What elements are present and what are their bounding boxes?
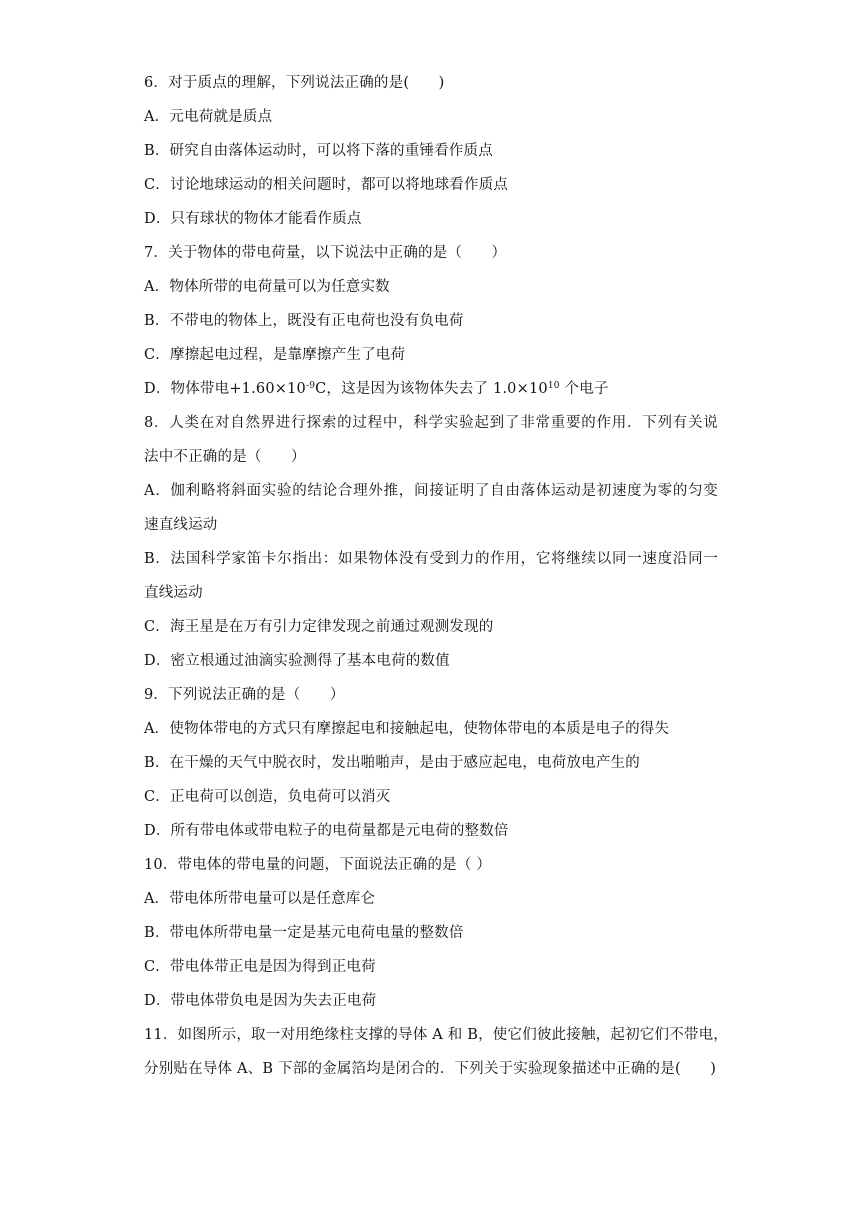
question-8-stem-line-1: 8．人类在对自然界进行探索的过程中，科学实验起到了非常重要的作用．下列有关说: [144, 415, 718, 431]
question-8-option-c: C．海王星是在万有引力定律发现之前通过观测发现的: [144, 619, 494, 635]
question-8-option-b-line-2: 直线运动: [144, 585, 203, 601]
question-11-stem-line-1: 11．如图所示，取一对用绝缘柱支撑的导体 A 和 B，使它们彼此接触，起初它们不带电，: [144, 1027, 729, 1043]
question-10-option-c: C．带电体带正电是因为得到正电荷: [144, 959, 376, 975]
question-7-stem: 7．关于物体的带电荷量，以下说法中正确的是（ ）: [144, 245, 507, 261]
question-9-option-c: C．正电荷可以创造，负电荷可以消灭: [144, 789, 391, 805]
question-6-option-d: D．只有球状的物体才能看作质点: [144, 211, 362, 227]
question-9-option-b: B．在干燥的天气中脱衣时，发出啪啪声，是由于感应起电，电荷放电产生的: [144, 755, 640, 771]
option-d-exponent-1: -9: [305, 381, 316, 391]
question-7-option-d: [144, 372, 718, 406]
question-10-stem: 10．带电体的带电量的问题，下面说法正确的是（ ）: [144, 857, 492, 873]
question-6-option-a: A．元电荷就是质点: [144, 109, 273, 125]
question-8-option-d: D．密立根通过油滴实验测得了基本电荷的数值: [144, 653, 450, 669]
question-6-option-b: B．研究自由落体运动时，可以将下落的重锤看作质点: [144, 143, 493, 159]
question-9-option-a: A．使物体带电的方式只有摩擦起电和接触起电，使物体带电的本质是电子的得失: [144, 721, 670, 737]
option-d-text-3: 个电子: [559, 381, 609, 397]
question-6-stem: 6．对于质点的理解，下列说法正确的是( ): [144, 75, 445, 91]
question-9-option-d: D．所有带电体或带电粒子的电荷量都是元电荷的整数倍: [144, 823, 509, 839]
option-d-text-1: D．物体带电+1.60×10: [144, 381, 306, 397]
question-7-option-a: A．物体所带的电荷量可以为任意实数: [144, 279, 390, 295]
question-6-option-c: C．讨论地球运动的相关问题时，都可以将地球看作质点: [144, 177, 509, 193]
question-9-stem: 9．下列说法正确的是（ ）: [144, 687, 345, 703]
question-8-option-a-line-2: 速直线运动: [144, 517, 218, 533]
question-8-stem-line-2: 法中不正确的是（ ）: [144, 449, 306, 465]
question-8-option-a-line-1: A．伽利略将斜面实验的结论合理外推，间接证明了自由落体运动是初速度为零的匀变: [144, 483, 718, 499]
question-10-option-d: D．带电体带负电是因为失去正电荷: [144, 993, 377, 1009]
question-10-option-a: A．带电体所带电量可以是任意库仑: [144, 891, 376, 907]
question-8-option-b-line-1: B．法国科学家笛卡尔指出：如果物体没有受到力的作用，它将继续以同一速度沿同一: [144, 551, 718, 567]
question-11-stem-line-2: 分别贴在导体 A、B 下部的金属箔均是闭合的．下列关于实验现象描述中正确的是( ): [144, 1061, 717, 1077]
question-7-option-b: B．不带电的物体上，既没有正电荷也没有负电荷: [144, 313, 464, 329]
question-10-option-b: B．带电体所带电量一定是基元电荷电量的整数倍: [144, 925, 464, 941]
exam-page: [144, 66, 729, 1086]
option-d-exponent-2: 10: [547, 381, 560, 391]
option-d-text-2: C，这是因为该物体失去了 1.0×10: [315, 381, 548, 397]
question-7-option-c: C．摩擦起电过程，是靠摩擦产生了电荷: [144, 347, 406, 363]
